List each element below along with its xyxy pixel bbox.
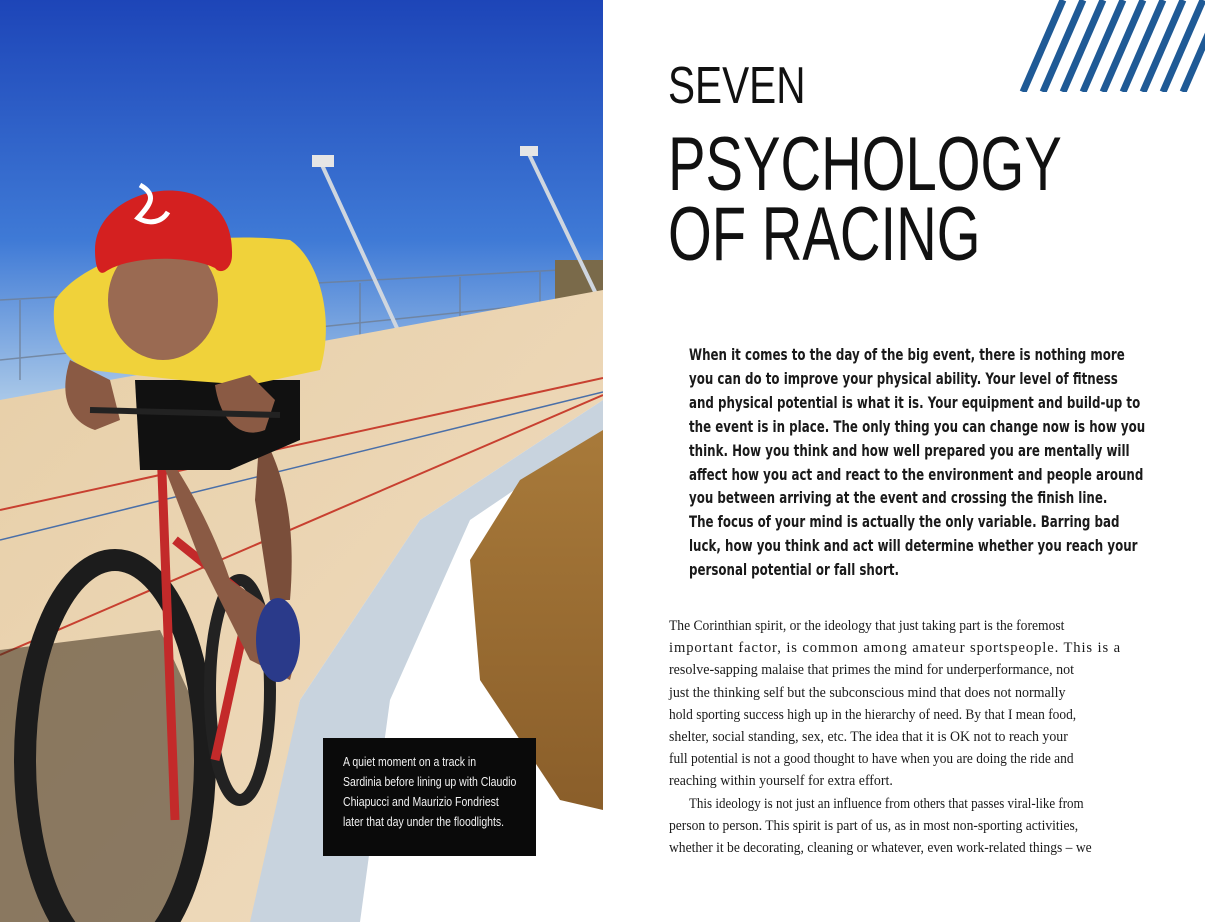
body-line: important factor, is common among amateur sportspeople. This is a — [669, 640, 1121, 657]
intro-line: you can do to improve your physical ability. Your level of fitness — [689, 369, 1118, 388]
body-line: just the thinking self but the subconscious mind that does not normally — [669, 684, 1066, 701]
diagonal-stripes-decoration — [1015, 0, 1205, 92]
intro-line: The focus of your mind is actually the only variable. Barring bad — [689, 513, 1120, 532]
body-line: reaching within yourself for extra effort. — [669, 773, 893, 790]
body-paragraphs — [669, 615, 1139, 859]
body-line: person to person. This spirit is part of us, as in most non-sporting activities, — [669, 817, 1079, 834]
body-line: resolve-sapping malaise that primes the mind for underperformance, not — [669, 662, 1074, 679]
chapter-title-line: OF RACING — [668, 192, 981, 277]
intro-line: the event is in place. The only thing you can change now is how you — [689, 417, 1146, 436]
chapter-number: SEVEN — [668, 57, 806, 115]
chapter-title-line: PSYCHOLOGY — [668, 122, 1062, 207]
body-line: shelter, social standing, sex, etc. The idea that it is OK not to reach your — [669, 729, 1068, 746]
photo-caption — [323, 738, 536, 856]
chapter-title — [668, 122, 1062, 277]
body-line: hold sporting success high up in the hierarchy of need. By that I mean food, — [669, 706, 1077, 723]
intro-line: and physical potential is what it is. Your equipment and build-up to — [689, 393, 1141, 412]
caption-line: Chiapucci and Maurizio Fondriest — [343, 795, 499, 809]
body-line: full potential is not a good thought to have when you are doing the ride and — [669, 751, 1074, 768]
caption-line: A quiet moment on a track in — [343, 755, 477, 769]
intro-line: think. How you think and how well prepared you are mentally will — [689, 441, 1130, 460]
caption-line: later that day under the floodlights. — [343, 815, 505, 829]
body-line: whether it be decorating, cleaning or whatever, even work-related things – we — [669, 840, 1092, 857]
intro-line: When it comes to the day of the big event, there is nothing more — [689, 346, 1125, 364]
body-line: This ideology is not just an influence from others that passes viral-like from — [689, 795, 1084, 812]
caption-line: Sardinia before lining up with Claudio — [343, 775, 517, 789]
intro-line: luck, how you think and act will determine whether you reach your — [689, 537, 1138, 556]
intro-line: you between arriving at the event and crossing the finish line. — [689, 489, 1108, 508]
intro-line: affect how you act and react to the environment and people around — [689, 465, 1144, 484]
intro-paragraph — [689, 344, 1149, 583]
intro-line: personal potential or fall short. — [689, 561, 900, 580]
body-line: The Corinthian spirit, or the ideology that just taking part is the foremost — [669, 618, 1065, 634]
